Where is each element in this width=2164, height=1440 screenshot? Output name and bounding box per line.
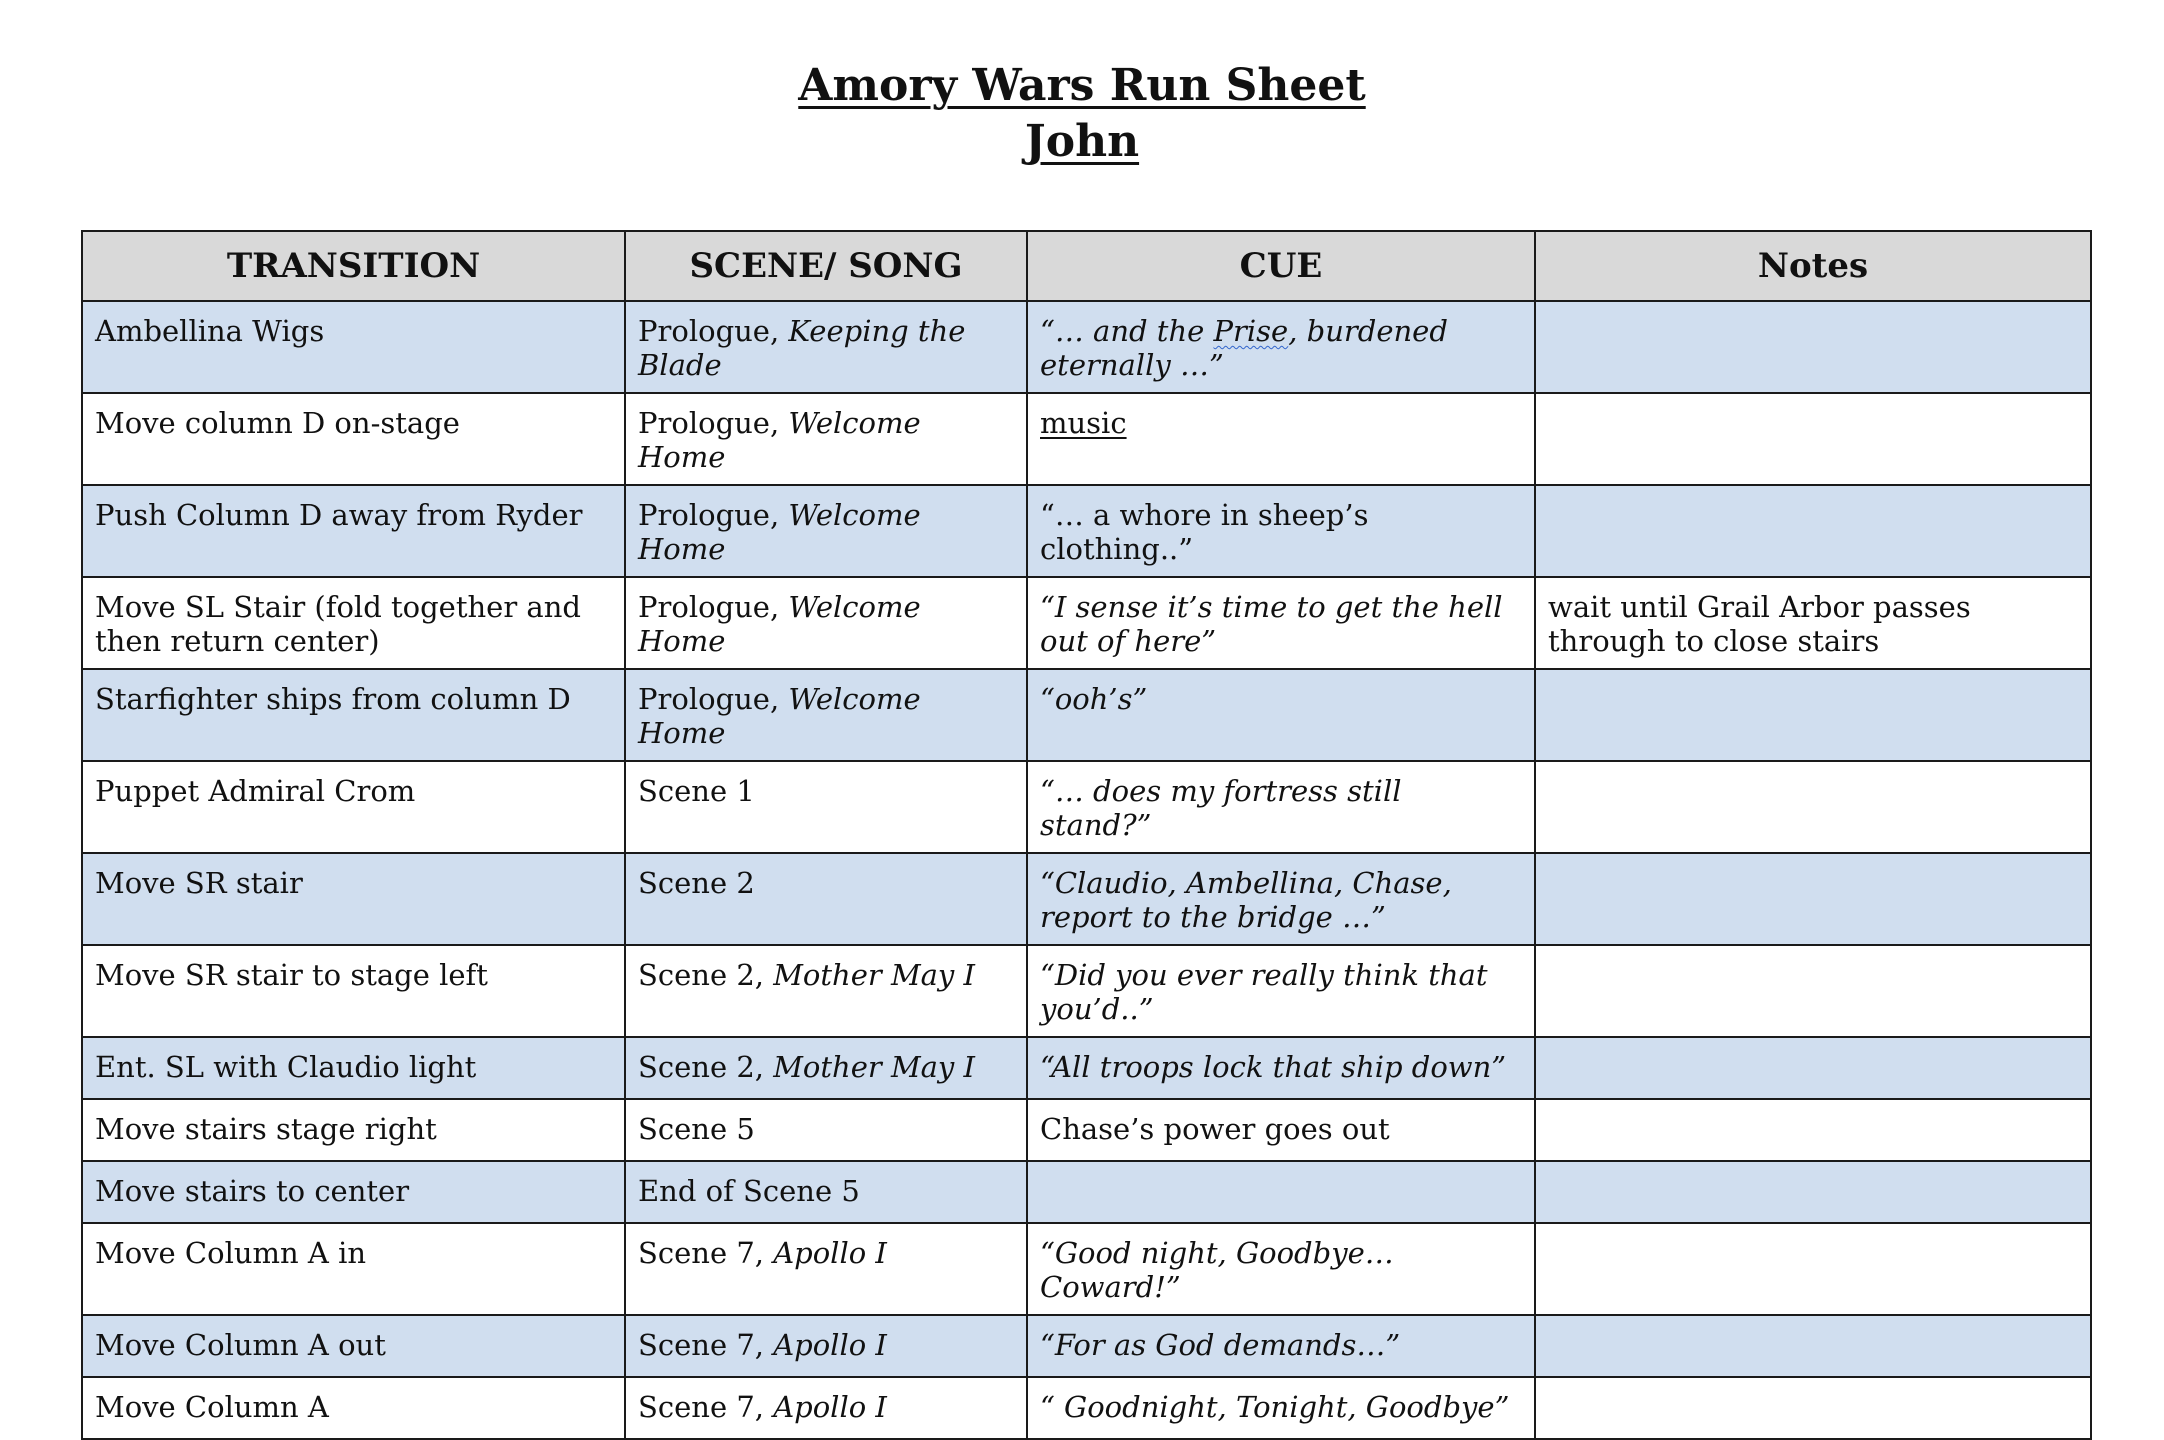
cue-cell: “For as God demands…” (1027, 1315, 1535, 1377)
scene-song-cell (625, 945, 1027, 1037)
scene-text: Prologue, (638, 406, 789, 440)
transition-cell: Move SL Stair (fold together and then return center) (82, 577, 625, 669)
cue-cell: “ Goodnight, Tonight, Goodbye” (1027, 1377, 1535, 1439)
cue-text-start: “… and the (1040, 314, 1214, 348)
transition-cell: Move Column A out (82, 1315, 625, 1377)
song-title: Mother May I (773, 958, 975, 992)
notes-cell: wait until Grail Arbor passes through to close stairs (1535, 577, 2091, 669)
table-row (82, 761, 2091, 853)
notes-cell (1535, 1315, 2091, 1377)
table-row (82, 485, 2091, 577)
scene-song-cell (625, 1315, 1027, 1377)
transition-cell: Starfighter ships from column D (82, 669, 625, 761)
scene-song-cell (625, 577, 1027, 669)
table-header-row (82, 231, 2091, 301)
notes-cell (1535, 1099, 2091, 1161)
cue-cell: Chase’s power goes out (1027, 1099, 1535, 1161)
notes-cell (1535, 669, 2091, 761)
scene-text: Scene 2 (638, 866, 755, 900)
cue-cell: “All troops lock that ship down” (1027, 1037, 1535, 1099)
notes-cell (1535, 1161, 2091, 1223)
song-title: Welcome Home (638, 406, 921, 474)
cue-cell: “I sense it’s time to get the hell out of here” (1027, 577, 1535, 669)
cue-cell (1027, 393, 1535, 485)
transition-cell: Move SR stair to stage left (82, 945, 625, 1037)
scene-text: Scene 7, (638, 1390, 774, 1424)
scene-text: Scene 7, (638, 1328, 774, 1362)
notes-cell (1535, 485, 2091, 577)
cue-cell (1027, 1161, 1535, 1223)
header-notes: Notes (1535, 231, 2091, 301)
notes-cell (1535, 761, 2091, 853)
table-row (82, 1223, 2091, 1315)
notes-cell (1535, 1223, 2091, 1315)
cue-text: music (1040, 406, 1127, 440)
song-title: Apollo I (773, 1328, 887, 1362)
scene-song-cell (625, 1223, 1027, 1315)
crew-member-name: John (1024, 116, 1140, 167)
scene-song-cell (625, 301, 1027, 393)
scene-song-cell (625, 669, 1027, 761)
scene-text: Prologue, (638, 682, 789, 716)
scene-text: Prologue, (638, 314, 789, 348)
song-title: Welcome Home (638, 590, 921, 658)
scene-song-cell (625, 853, 1027, 945)
table-row (82, 577, 2091, 669)
transition-cell: Puppet Admiral Crom (82, 761, 625, 853)
cue-cell: “Did you ever really think that you’d..” (1027, 945, 1535, 1037)
song-title: Apollo I (773, 1390, 887, 1424)
transition-cell: Move Column A (82, 1377, 625, 1439)
document-title (0, 58, 2164, 170)
scene-text: Scene 7, (638, 1236, 774, 1270)
transition-cell: Move stairs to center (82, 1161, 625, 1223)
scene-text: Scene 2, (638, 958, 774, 992)
header-scene-song: SCENE/ SONG (625, 231, 1027, 301)
table-row (82, 1037, 2091, 1099)
header-transition: TRANSITION (82, 231, 625, 301)
transition-cell: Move Column A in (82, 1223, 625, 1315)
notes-cell (1535, 301, 2091, 393)
scene-text: Prologue, (638, 498, 789, 532)
table-row (82, 1377, 2091, 1439)
table-row (82, 853, 2091, 945)
song-title: Keeping the Blade (638, 314, 966, 382)
table-row (82, 945, 2091, 1037)
scene-text: Scene 2, (638, 1050, 774, 1084)
notes-cell (1535, 853, 2091, 945)
cue-cell (1027, 301, 1535, 393)
transition-cell: Ent. SL with Claudio light (82, 1037, 625, 1099)
scene-song-cell (625, 1377, 1027, 1439)
scene-text: Prologue, (638, 590, 789, 624)
scene-text: End of Scene 5 (638, 1174, 860, 1208)
scene-song-cell (625, 761, 1027, 853)
table-row (82, 301, 2091, 393)
cue-cell: “… a whore in sheep’s clothing..” (1027, 485, 1535, 577)
table-row (82, 1315, 2091, 1377)
transition-cell: Ambellina Wigs (82, 301, 625, 393)
song-title: Welcome Home (638, 682, 921, 750)
table-row (82, 669, 2091, 761)
notes-cell (1535, 393, 2091, 485)
song-title: Mother May I (773, 1050, 975, 1084)
cue-text-end: , burdened eternally …” (1040, 314, 1448, 382)
scene-song-cell (625, 1161, 1027, 1223)
notes-cell (1535, 1377, 2091, 1439)
scene-text: Scene 5 (638, 1112, 755, 1146)
transition-cell: Push Column D away from Ryder (82, 485, 625, 577)
song-title: Welcome Home (638, 498, 921, 566)
cue-cell: “Claudio, Ambellina, Chase, report to the bridge …” (1027, 853, 1535, 945)
cue-cell: “ooh’s” (1027, 669, 1535, 761)
cue-cell: “… does my fortress still stand?” (1027, 761, 1535, 853)
transition-cell: Move SR stair (82, 853, 625, 945)
transition-cell: Move column D on-stage (82, 393, 625, 485)
spellcheck-flagged-word[interactable]: Prise (1213, 314, 1289, 348)
table-row (82, 1161, 2091, 1223)
scene-song-cell (625, 1037, 1027, 1099)
table-row (82, 1099, 2091, 1161)
notes-cell (1535, 945, 2091, 1037)
scene-song-cell (625, 1099, 1027, 1161)
notes-cell (1535, 1037, 2091, 1099)
song-title: Apollo I (773, 1236, 887, 1270)
cue-cell: “Good night, Goodbye… Coward!” (1027, 1223, 1535, 1315)
table-row (82, 393, 2091, 485)
transition-cell: Move stairs stage right (82, 1099, 625, 1161)
header-cue: CUE (1027, 231, 1535, 301)
scene-song-cell (625, 393, 1027, 485)
scene-text: Scene 1 (638, 774, 755, 808)
run-sheet-title: Amory Wars Run Sheet (798, 60, 1366, 111)
scene-song-cell (625, 485, 1027, 577)
run-sheet-table (81, 230, 2092, 1440)
